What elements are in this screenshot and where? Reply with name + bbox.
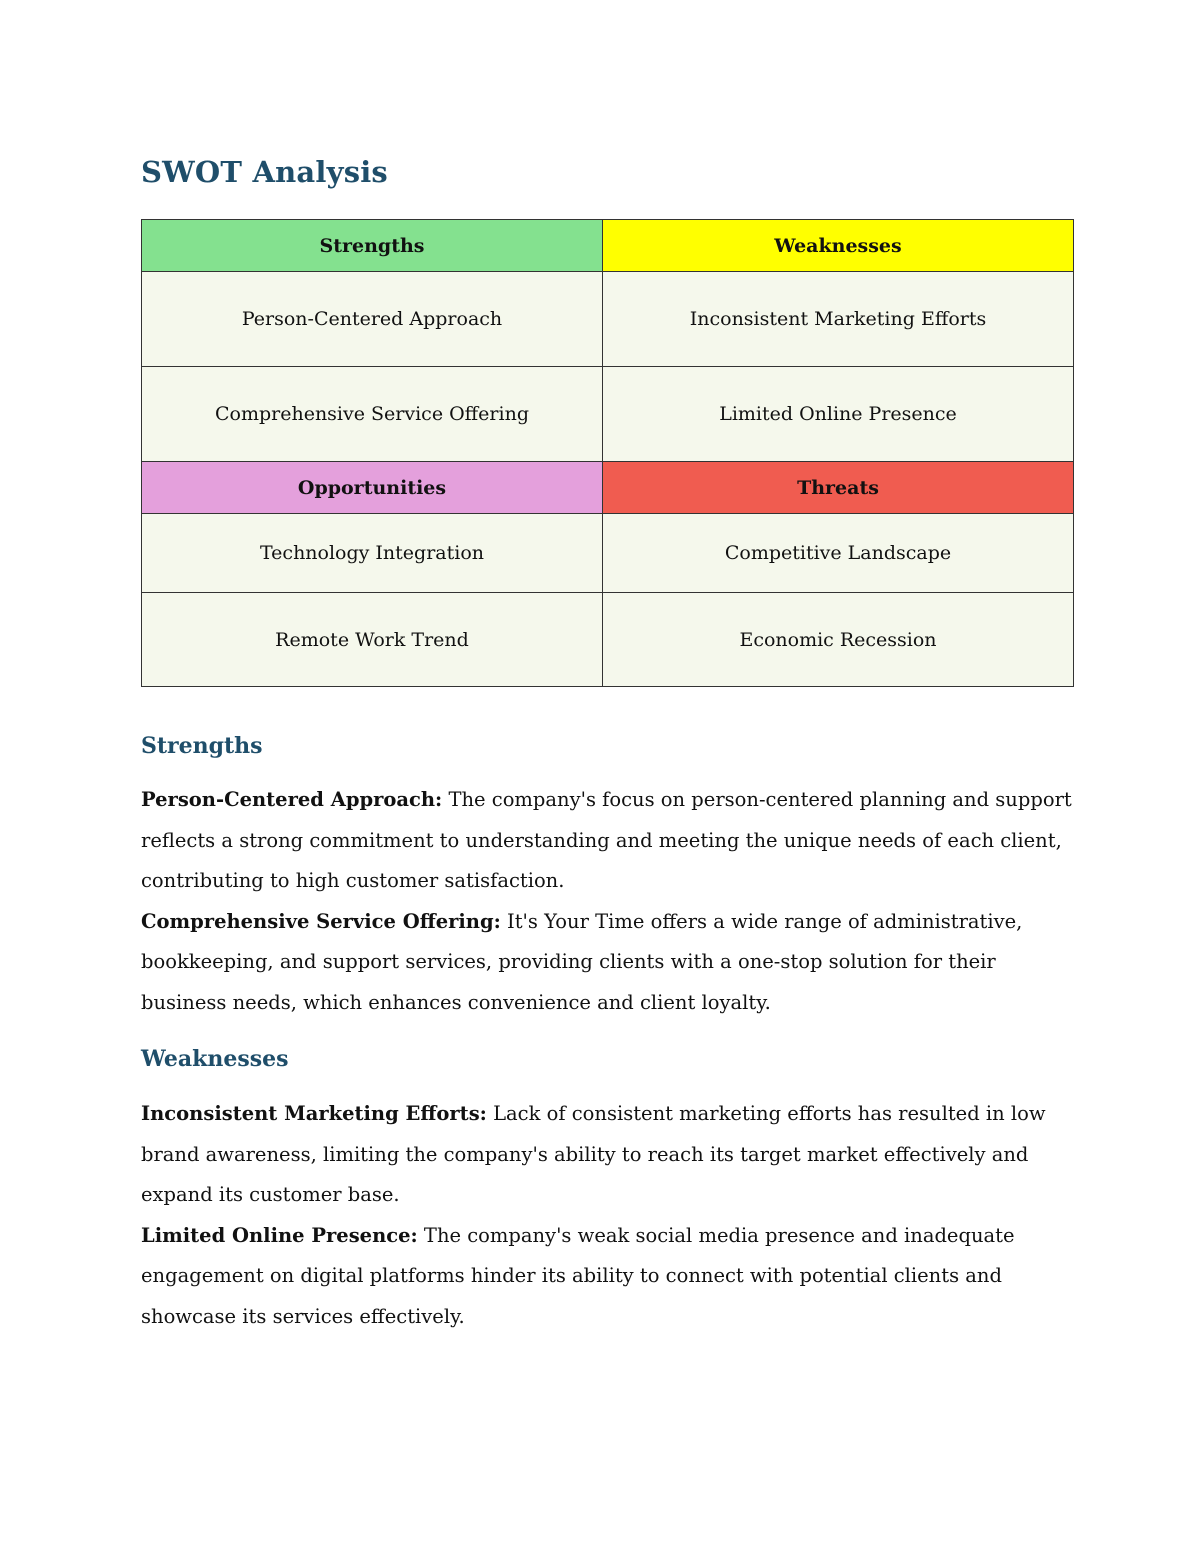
opportunity-cell: Remote Work Trend xyxy=(142,593,603,687)
paragraph xyxy=(141,780,1073,902)
paragraph-term: Limited Online Presence: xyxy=(141,1223,418,1247)
threat-cell: Competitive Landscape xyxy=(603,514,1074,593)
opportunity-cell: Technology Integration xyxy=(142,514,603,593)
table-row xyxy=(142,514,1074,593)
paragraph xyxy=(141,1216,1073,1338)
paragraph-term: Inconsistent Marketing Efforts: xyxy=(141,1102,487,1125)
paragraph-text: It's Your Time offers a wide range of administrative, bookkeeping, and support services, providing clients with a one-stop solution for their business needs, which enhances convenience and client loyalty. xyxy=(141,909,1023,1014)
section-body-weaknesses xyxy=(141,1094,1073,1337)
paragraph-text: The company's focus on person-centered planning and support reflects a strong commitment to understanding and meeting the unique needs of each client, contributing to high customer satisfaction. xyxy=(141,788,1072,892)
table-row xyxy=(142,367,1074,462)
paragraph-text: Lack of consistent marketing efforts has resulted in low brand awareness, limiting the company's ability to reach its target market effectively and expand its customer base. xyxy=(141,1102,1046,1206)
table-row xyxy=(142,593,1074,687)
header-threats: Threats xyxy=(603,462,1074,514)
section-heading-weaknesses: Weaknesses xyxy=(141,1046,289,1072)
weakness-cell: Inconsistent Marketing Efforts xyxy=(603,272,1074,367)
strength-cell: Person-Centered Approach xyxy=(142,272,603,367)
section-heading-strengths: Strengths xyxy=(141,733,263,759)
section-body-strengths xyxy=(141,780,1073,1023)
threat-cell: Economic Recession xyxy=(603,593,1074,687)
weakness-cell: Limited Online Presence xyxy=(603,367,1074,462)
paragraph-term: Comprehensive Service Offering: xyxy=(141,909,501,933)
table-row xyxy=(142,220,1074,272)
table-row xyxy=(142,272,1074,367)
page-title: SWOT Analysis xyxy=(141,155,388,189)
paragraph-text: The company's weak social media presence and inadequate engagement on digital platforms hinder its ability to connect with potential clients and showcase its services effectively. xyxy=(141,1223,1015,1328)
paragraph xyxy=(141,902,1073,1024)
strength-cell: Comprehensive Service Offering xyxy=(142,367,603,462)
paragraph-term: Person-Centered Approach: xyxy=(141,788,443,811)
swot-table xyxy=(141,219,1074,687)
header-strengths: Strengths xyxy=(142,220,603,272)
header-weaknesses: Weaknesses xyxy=(603,220,1074,272)
table-row xyxy=(142,462,1074,514)
header-opportunities: Opportunities xyxy=(142,462,603,514)
paragraph xyxy=(141,1094,1073,1216)
